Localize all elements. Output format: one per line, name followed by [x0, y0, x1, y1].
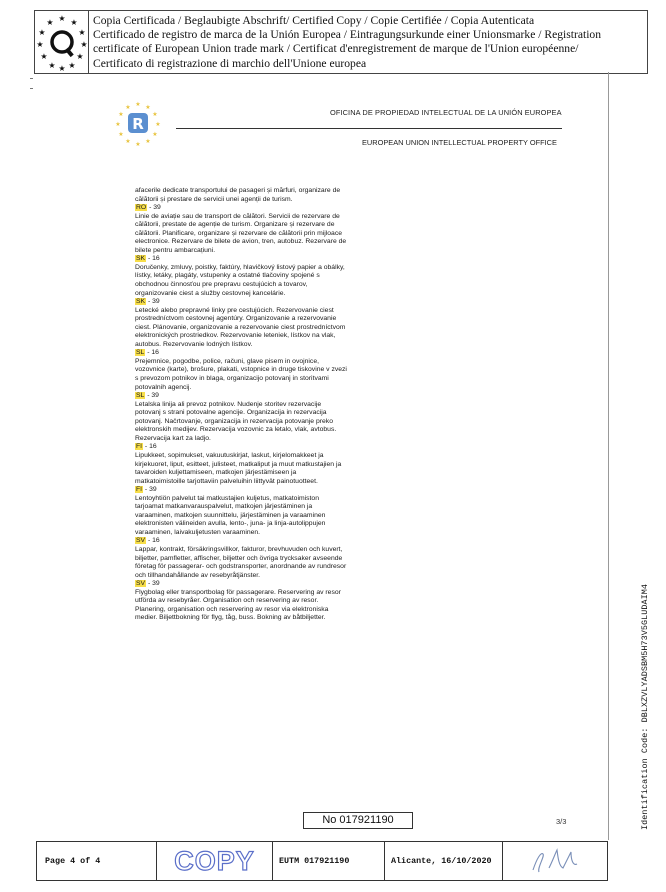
svg-text:R: R [132, 115, 144, 133]
footer-eutm-number: EUTM 017921190 [273, 842, 385, 880]
class-description: Prejemnice, pogodbe, police, računi, glave pisem in ovojnice, vozovnice (karte), brošure, plakati, vstopnice in druge tiskovine v zvezi s prevozom potnikov in blaga, organizacijo potovanj in storitvami potovalnih agencij. [135, 357, 347, 391]
margin-mark [30, 88, 33, 89]
banner-line: Copia Certificada / Beglaubigte Abschrift/ Certified Copy / Copie Certifiée / Copia Autenticata [93, 14, 535, 27]
svg-text:★: ★ [46, 18, 54, 27]
language-class-heading: SL - 39 [136, 392, 159, 400]
svg-text:★: ★ [70, 18, 78, 27]
banner-text [89, 11, 647, 73]
certificate-number: No 017921190 [303, 812, 413, 829]
svg-text:★: ★ [78, 28, 86, 37]
class-description: Doručenky, zmluvy, poistky, faktúry, hlavičkový listový papier a obálky, lístky, letáky, plagáty, vstupenky a ostatné tlačoviny spojené s obchodnou činnosťou pre prepravu cestujúcich a tovarov, organizovanie ciest a služby cestovnej kancelárie. [135, 263, 345, 297]
eu-stars-magnifier-icon [35, 11, 89, 73]
svg-text:★: ★ [80, 40, 88, 49]
class-description: Linie de aviație sau de transport de călători. Servicii de rezervare de călătorii, prestate de agenție de turism. Organizare și rezervare de călătorii. Planificare, organizare și rezervare de călătorii prin mijloace electronice. Rezervare de bilete de avion, tren, autobuz. Rezervare de bilete pentru ambarcațiuni. [135, 212, 347, 254]
office-name-es: OFICINA DE PROPIEDAD INTELECTUAL DE LA UNIÓN EUROPEA [330, 108, 562, 117]
header-divider [176, 128, 562, 129]
svg-text:★: ★ [152, 131, 158, 138]
svg-text:★: ★ [125, 138, 131, 145]
language-class-heading: SK - 39 [136, 298, 160, 306]
svg-text:★: ★ [58, 14, 66, 23]
euipo-logo-icon [114, 100, 162, 148]
class-description: Lentoyhtiön palvelut tai matkustajien kuljetus, matkatoimiston tarjoamat matkanvarauspalvelut, matkojen järjestäminen ja varaaminen, matkojen suunnittelu, järjestäminen ja varaaminen elektronisten välineiden avulla, lento-, juna- ja linja-autolippujen varaaminen, laivakuljetusten varaaminen. [135, 494, 326, 536]
svg-text:★: ★ [38, 28, 46, 37]
language-class-heading: SL - 16 [136, 349, 159, 357]
svg-text:★: ★ [125, 104, 131, 111]
svg-text:★: ★ [36, 40, 44, 49]
svg-text:★: ★ [68, 61, 76, 70]
certification-banner [34, 10, 648, 74]
svg-text:★: ★ [48, 61, 56, 70]
page-indicator: 3/3 [556, 817, 567, 826]
class-description: Letecké alebo prepravné linky pre cestujúcich. Rezervovanie ciest prostredníctvom cestovnej agentúry. Organizovanie a rezervovanie ciest. Plánovanie, organizovanie a rezervovanie ciest prostredníctvom elektronických prostriedkov. Rezervovanie leteniek, lístkov na vlak, autobus. Rezervovanie lodných lístkov. [135, 306, 346, 348]
identification-code: Identification Code: DBLXZVLYADSBM5H73V5GLUDAIM4 [640, 583, 650, 830]
language-class-heading: SV - 39 [136, 580, 160, 588]
svg-text:★: ★ [152, 111, 158, 118]
svg-text:★: ★ [135, 141, 141, 148]
svg-text:★: ★ [118, 131, 124, 138]
footer-place-date: Alicante, 16/10/2020 [385, 842, 503, 880]
svg-text:★: ★ [145, 104, 151, 111]
language-class-heading: FI - 39 [136, 486, 157, 494]
certification-footer [36, 841, 608, 881]
language-class-heading: SK - 16 [136, 255, 160, 263]
svg-text:★: ★ [155, 121, 161, 128]
class-description: Letalska linija ali prevoz potnikov. Nudenje storitev rezervacije potovanj s strani potovalne agencije. Organizacija in rezervacija potovanj. Načrtovanje, organizacija in rezervacija potovanje preko elektronskih medijev. Rezervacija vozovnic za letalo, vlak, avtobus. Rezervacija kart za ladjo. [135, 400, 337, 442]
banner-line: Certificado de registro de marca de la Unión Europea / Eintragungsurkunde einer Unionsmarke / Registration [93, 28, 602, 42]
svg-text:★: ★ [58, 64, 66, 73]
svg-text:★: ★ [40, 52, 48, 61]
footer-page-count: Page 4 of 4 [37, 842, 157, 880]
handwritten-signature [503, 842, 607, 880]
language-class-heading: SV - 16 [136, 537, 160, 545]
goods-services-list [135, 187, 347, 623]
copy-stamp-text: COPY [174, 845, 255, 876]
class-description: Lappar, kontrakt, försäkringsvillkor, fakturor, brevhuvuden och kuvert, biljetter, pamfletter, affischer, biljetter och övriga trycksaker avseende företag för passagerar- och godstransporter, anordnande av rundresor och tillhandahållande av resebyråtjänster. [135, 545, 347, 579]
office-name-en: EUROPEAN UNION INTELLECTUAL PROPERTY OFFICE [362, 138, 557, 147]
language-class-heading: RO - 39 [136, 204, 161, 212]
banner-line: Certificato di registrazione di marchio dell'Unione europea [93, 56, 367, 70]
banner-line: certificate of European Union trade mark / Certificat d'enregistrement de marque de l'Union européenne/ [93, 42, 579, 56]
intro-text: afacerile dedicate transportului de pasageri și mărfuri, organizare de călătorii și prestare de servicii unei agenții de turism. [135, 187, 341, 203]
class-description: Flygbolag eller transportbolag för passagerare. Reservering av resor utförda av resebyråer. Organisation och reservering av resor. Planering, organisation och reservering av resor via elektroniska medier. Biljettbokning för flyg, tåg, buss. Bokning av båtbiljetter. [135, 588, 341, 622]
language-class-heading: FI - 16 [136, 443, 157, 451]
svg-text:★: ★ [118, 111, 124, 118]
class-description: Lipukkeet, sopimukset, vakuutuskirjat, laskut, kirjelomakkeet ja kirjekuoret, liput, esitteet, julisteet, matkaliput ja muut matkustajien ja tavaroiden kuljettamiseen, matkojen järjestämiseen ja matkatoimistoille tarjottaviin palveluihin liittyvät painotuotteet. [135, 451, 342, 485]
page-edge [608, 72, 609, 840]
svg-text:★: ★ [76, 52, 84, 61]
margin-mark [30, 78, 33, 79]
svg-text:★: ★ [145, 138, 151, 145]
copy-stamp [157, 842, 273, 880]
svg-text:★: ★ [135, 101, 141, 108]
svg-text:★: ★ [115, 121, 121, 128]
